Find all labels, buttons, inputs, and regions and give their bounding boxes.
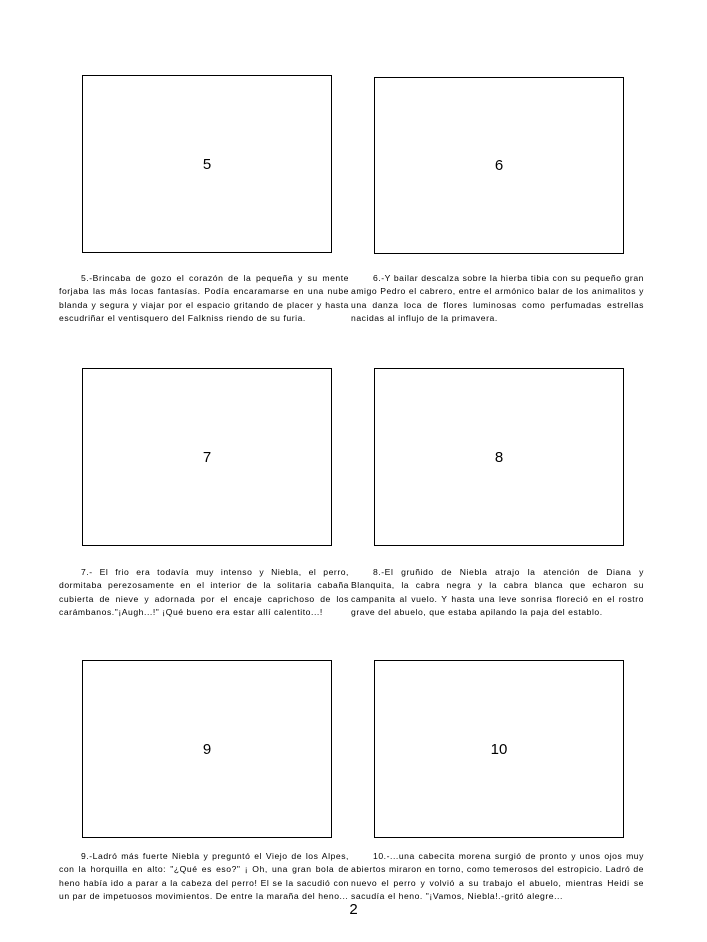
caption-6: 6.-Y bailar descalza sobre la hierba tibia con su pequeño gran amigo Pedro el cabrero, entre el armónico balar de los animalitos y una danza loca de flores luminosas como perfumadas estrellas nacidas al influjo de la primavera. <box>351 273 644 323</box>
panel-number: 9 <box>202 740 212 758</box>
page-number: 2 <box>349 901 358 918</box>
panel-8 <box>374 368 624 546</box>
panel-10 <box>374 660 624 838</box>
panel-number: 10 <box>490 740 508 758</box>
panel-6 <box>374 77 624 254</box>
caption-9: 9.-Ladró más fuerte Niebla y preguntó el Viejo de los Alpes, con la horquilla en alto: "¿Qué es eso?" ¡ Oh, una gran bola de heno había ido a parar a la cabeza del perro! El se la sacudió con un par de impetuosos movimientos. De entre la maraña del heno... <box>59 851 349 901</box>
caption-10: 10.-...una cabecita morena surgió de pronto y unos ojos muy abiertos miraron en torno, como temerosos del estropicio. Ladró de nuevo el perro y volvió a su trabajo el abuelo, mientras Heidi se sacudía el heno. "¡Vamos, Niebla!.-gritó alegre... <box>351 851 644 901</box>
panel-5 <box>82 75 332 253</box>
panel-number: 6 <box>494 157 504 174</box>
caption-5: 5.-Brincaba de gozo el corazón de la pequeña y su mente forjaba las más locas fantasías. Podía encaramarse en una nube blanda y segura y viajar por el espacio gritando de placer y hasta escudriñar el ventisquero del Falkniss riendo de su furia. <box>59 273 349 323</box>
caption-8: 8.-El gruñido de Niebla atrajo la atención de Diana y Blanquita, la cabra negra y la cabra blanca que echaron su campanita al vuelo. Y hasta una leve sonrisa floreció en el rostro grave del abuelo, que estaba apilando la paja del establo. <box>351 567 644 617</box>
panel-9 <box>82 660 332 838</box>
panel-number: 8 <box>494 448 504 466</box>
caption-7: 7.- El frio era todavía muy intenso y Niebla, el perro, dormitaba perezosamente en el interior de la solitaria cabaña cubierta de nieve y adornada por el encaje caprichoso de los carámbanos."¡Augh...!" ¡Qué bueno era estar allí calentito...! <box>59 567 349 617</box>
panel-number: 7 <box>202 448 212 466</box>
panel-number: 5 <box>202 155 212 173</box>
panel-7 <box>82 368 332 546</box>
